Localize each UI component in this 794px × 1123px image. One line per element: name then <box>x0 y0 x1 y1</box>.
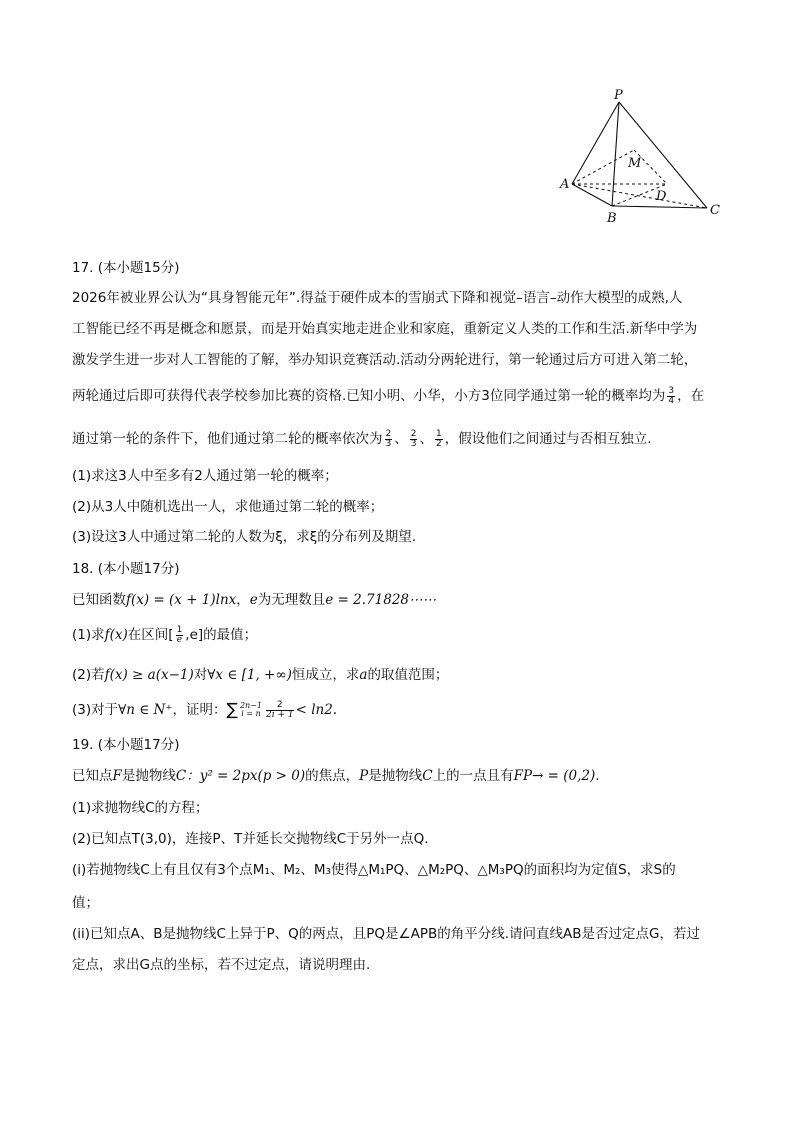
edge-ac-dashed <box>572 184 707 208</box>
q17-sub-3: (3)设这3人中通过第二轮的人数为ξ，求ξ的分布列及期望. <box>72 529 417 545</box>
numerator: 3 <box>668 385 675 396</box>
math-fx: f(x) <box>104 627 128 643</box>
q18-text: ， <box>236 592 250 608</box>
separator: 、 <box>394 431 408 447</box>
math-p: P <box>359 768 369 784</box>
parabola-equation: C：y² = 2px(p > 0) <box>175 768 306 784</box>
q18-sub-1 <box>72 625 257 645</box>
q18-text: (1)求 <box>72 627 105 643</box>
denominator: 2i + 1 <box>266 709 294 720</box>
q18-text: (3)对于 <box>72 702 119 718</box>
q19-text: 已知点 <box>72 768 113 784</box>
denominator: e <box>176 634 183 645</box>
q19-heading: 19. (本小题17分) <box>72 737 180 753</box>
q18-text: 为无理数且 <box>257 592 326 608</box>
sum-lower: i = n <box>241 709 261 718</box>
function-expression: f(x) = (x + 1)lnx <box>126 592 237 608</box>
q19-sub-2-i-end: 值； <box>72 895 99 911</box>
label-b: B <box>607 211 617 226</box>
sigma-symbol: ∑ <box>226 700 238 720</box>
q19-text: 上的一点且有 <box>432 768 514 784</box>
label-c: C <box>710 203 720 218</box>
q19-sub-2: (2)已知点T(3,0)，连接P、T并延长交抛物线C于另外一点Q. <box>72 831 429 847</box>
q18-stem <box>72 590 436 610</box>
label-d: D <box>656 189 667 204</box>
fraction-1 <box>385 430 393 449</box>
q18-text: 恒成立，求 <box>291 667 360 683</box>
q18-text: 对 <box>193 667 208 683</box>
q19-sub-1: (1)求抛物线C的方程； <box>72 800 209 816</box>
math-f: F <box>112 768 122 784</box>
q17-sub-2: (2)从3人中随机选出一人，求他通过第二轮的概率； <box>72 499 384 515</box>
fraction-2 <box>410 430 418 449</box>
fraction-one-over-e <box>176 626 184 645</box>
q18-text: 已知函数 <box>72 592 126 608</box>
pyramid-diagram <box>552 88 732 230</box>
fraction-summand <box>266 701 294 720</box>
denominator: 2 <box>435 438 442 449</box>
q18-sub-2 <box>72 665 448 685</box>
numerator: 1 <box>176 624 183 635</box>
q17-para-line-1: 2026年被业界公认为“具身智能元年”.得益于硬件成本的雪崩式下降和视觉–语言–动作大模型的成熟,人 <box>72 290 683 306</box>
separator: 、 <box>419 431 433 447</box>
q18-heading: 18. (本小题17分) <box>72 561 180 577</box>
sum-upper: 2n−1 <box>239 701 262 710</box>
math-e: e <box>249 592 258 608</box>
q17-para-line-5 <box>72 429 652 449</box>
q17-sub-1: (1)求这3人中至多有2人通过第一轮的概率； <box>72 468 338 484</box>
label-p: P <box>614 88 623 103</box>
q18-text: ，证明： <box>172 702 227 718</box>
domain-condition: ∀x ∈ [1, +∞) <box>207 667 292 683</box>
q18-text: (2)若 <box>72 667 105 683</box>
numerator: 2 <box>410 428 417 439</box>
q19-sub-2-i: (i)若抛物线C上有且仅有3个点M₁、M₂、M₃使得△M₁PQ、△M₂PQ、△M₃PQ的面积均为定值S，求S的 <box>72 862 676 878</box>
q18-text: 在区间[ <box>127 627 174 643</box>
q17-para-line-2: 工智能已经不再是概念和愿景，而是开始真实地走进企业和家庭，重新定义人类的工作和生活.新华中学为 <box>72 321 698 337</box>
numerator: 2 <box>385 428 392 439</box>
q19-text: . <box>595 768 600 784</box>
fraction-three-quarters <box>667 387 675 406</box>
denominator: 3 <box>410 438 417 449</box>
label-m: M <box>628 156 642 171</box>
denominator: 3 <box>385 438 392 449</box>
numerator: 1 <box>435 428 442 439</box>
e-value: e = 2.71828⋯⋯ <box>325 592 437 608</box>
q19-text: 的焦点， <box>305 768 360 784</box>
q17-heading: 17. (本小题15分) <box>72 260 180 276</box>
q17-text: 两轮通过后即可获得代表学校参加比赛的资格.已知小明、小华，小方3位同学通过第一轮的概率均为 <box>72 388 666 404</box>
pyramid-figure <box>552 88 732 230</box>
denominator: 4 <box>668 395 675 406</box>
q18-text: ,e]的最值； <box>185 627 258 643</box>
q19-sub-2-ii: (ii)已知点A、B是抛物线C上异于P、Q的两点，且PQ是∠APB的角平分线.请问直线AB是否过定点G，若过 <box>72 926 700 942</box>
label-a: A <box>560 177 570 192</box>
q17-text: ，在 <box>677 388 705 404</box>
q17-text: ，假设他们之间通过与否相互独立. <box>444 431 652 447</box>
inequality-rhs: < ln2. <box>295 702 338 718</box>
q19-sub-2-ii-end: 定点，求出G点的坐标，若不过定点，请说明理由. <box>72 957 371 973</box>
q19-stem <box>72 766 600 786</box>
q19-text: 是抛物线 <box>121 768 176 784</box>
q18-sub-3 <box>72 700 337 720</box>
sum-limits <box>240 702 262 718</box>
q17-text: 通过第一轮的条件下，他们通过第二轮的概率依次为 <box>72 431 383 447</box>
math-a: a <box>359 667 368 683</box>
edge-pb <box>612 102 619 206</box>
inequality: f(x) ≥ a(x−1) <box>104 667 194 683</box>
numerator: 2 <box>266 701 294 711</box>
quantifier: ∀n ∈ N⁺ <box>118 702 173 718</box>
q17-para-line-4 <box>72 386 704 406</box>
vector-fp: FP→ = (0,2) <box>513 768 596 784</box>
q18-text: 的取值范围； <box>367 667 449 683</box>
edge-bc <box>612 206 707 208</box>
fraction-3 <box>435 430 443 449</box>
q19-text: 是抛物线 <box>368 768 423 784</box>
math-c: C <box>422 768 433 784</box>
edge-pa <box>572 102 619 184</box>
q17-para-line-3: 激发学生进一步对人工智能的了解，举办知识竞赛活动.活动分两轮进行，第一轮通过后方可进入第二轮， <box>72 352 698 368</box>
